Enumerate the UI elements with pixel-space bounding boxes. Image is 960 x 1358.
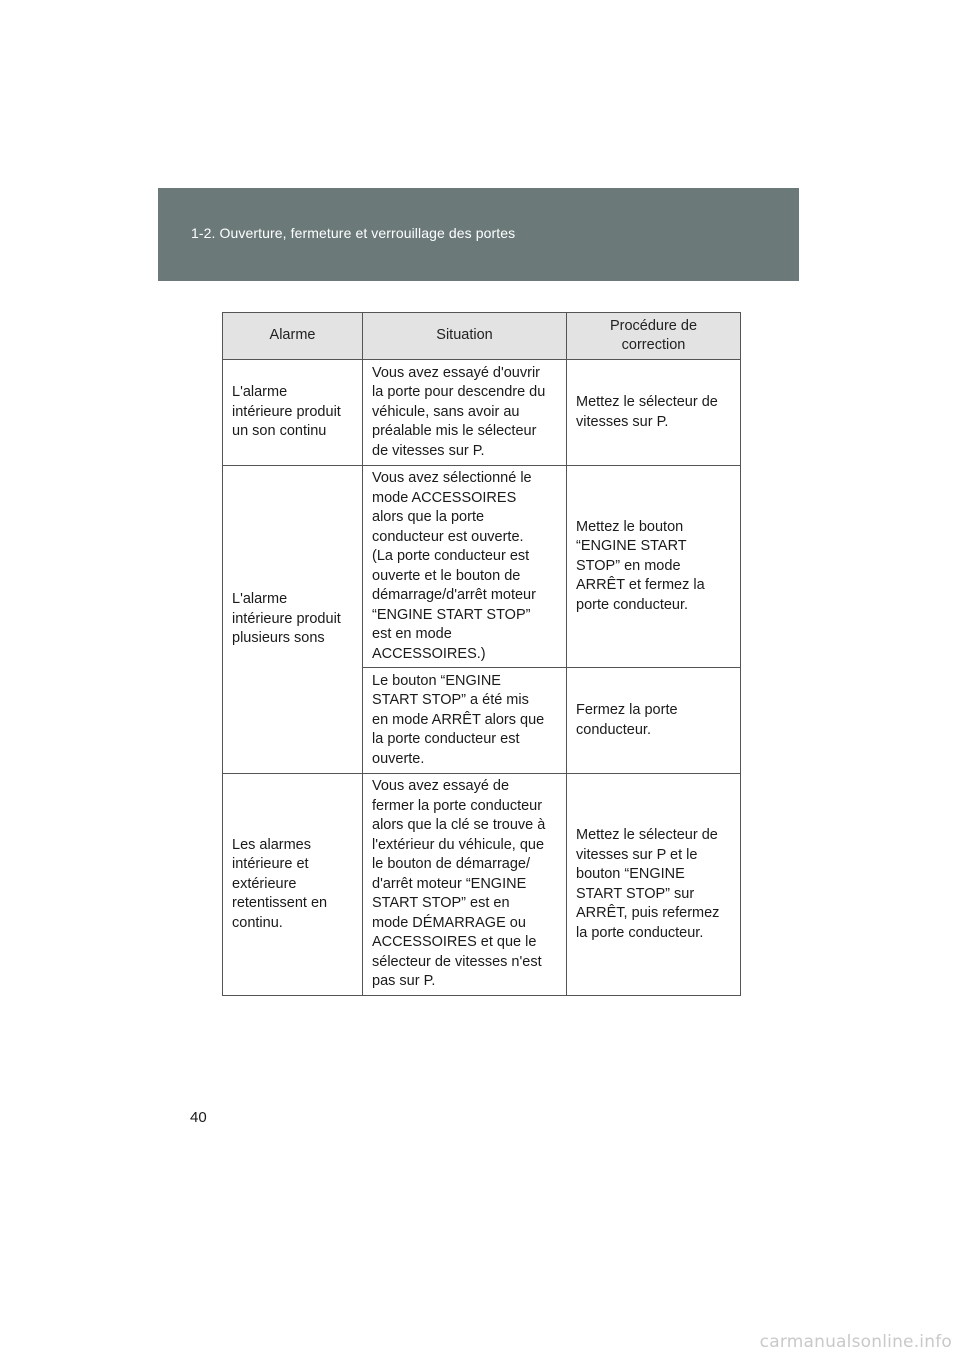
column-header-situation: Situation [363,313,567,360]
page-number: 40 [190,1109,207,1126]
procedure-cell: Mettez le sélecteur de vitesses sur P. [567,360,741,466]
alarm-table [222,312,741,996]
situation-cell: Vous avez essayé d'ouvrir la porte pour descendre du véhicule, sans avoir au préalable mis le sélecteur de vitesses sur P. [363,360,567,466]
watermark: carmanualsonline.info [759,1332,952,1352]
situation-cell: Le bouton “ENGINE START STOP” a été mis en mode ARRÊT alors que la porte conducteur est ouverte. [363,668,567,774]
column-header-procedure: Procédure de correction [567,313,741,360]
table-row [223,360,741,466]
table-header-row [223,313,741,360]
procedure-cell: Mettez le sélecteur de vitesses sur P et le bouton “ENGINE START STOP” sur ARRÊT, puis refermez la porte conducteur. [567,774,741,996]
alarm-cell: Les alarmes intérieure et extérieure retentissent en continu. [223,774,363,996]
procedure-cell: Fermez la porte conducteur. [567,668,741,774]
alarm-cell: L'alarme intérieure produit plusieurs sons [223,466,363,774]
situation-cell: Vous avez sélectionné le mode ACCESSOIRES alors que la porte conducteur est ouverte. (La porte conducteur est ouverte et le bouton de démarrage/d'arrêt moteur “ENGINE START STOP” est en mode ACCESSOIRES.) [363,466,567,668]
situation-cell: Vous avez essayé de fermer la porte conducteur alors que la clé se trouve à l'extérieur du véhicule, que le bouton de démarrage/ d'arrêt moteur “ENGINE START STOP” est en mode DÉMARRAGE ou ACCESSOIRES et que le sélecteur de vitesses n'est pas sur P. [363,774,567,996]
column-header-alarm: Alarme [223,313,363,360]
table-row [223,466,741,668]
procedure-cell: Mettez le bouton “ENGINE START STOP” en mode ARRÊT et fermez la porte conducteur. [567,466,741,668]
alarm-cell: L'alarme intérieure produit un son continu [223,360,363,466]
section-title: 1-2. Ouverture, fermeture et verrouillage des portes [191,225,516,241]
section-header-band [158,188,799,281]
table-row [223,774,741,996]
